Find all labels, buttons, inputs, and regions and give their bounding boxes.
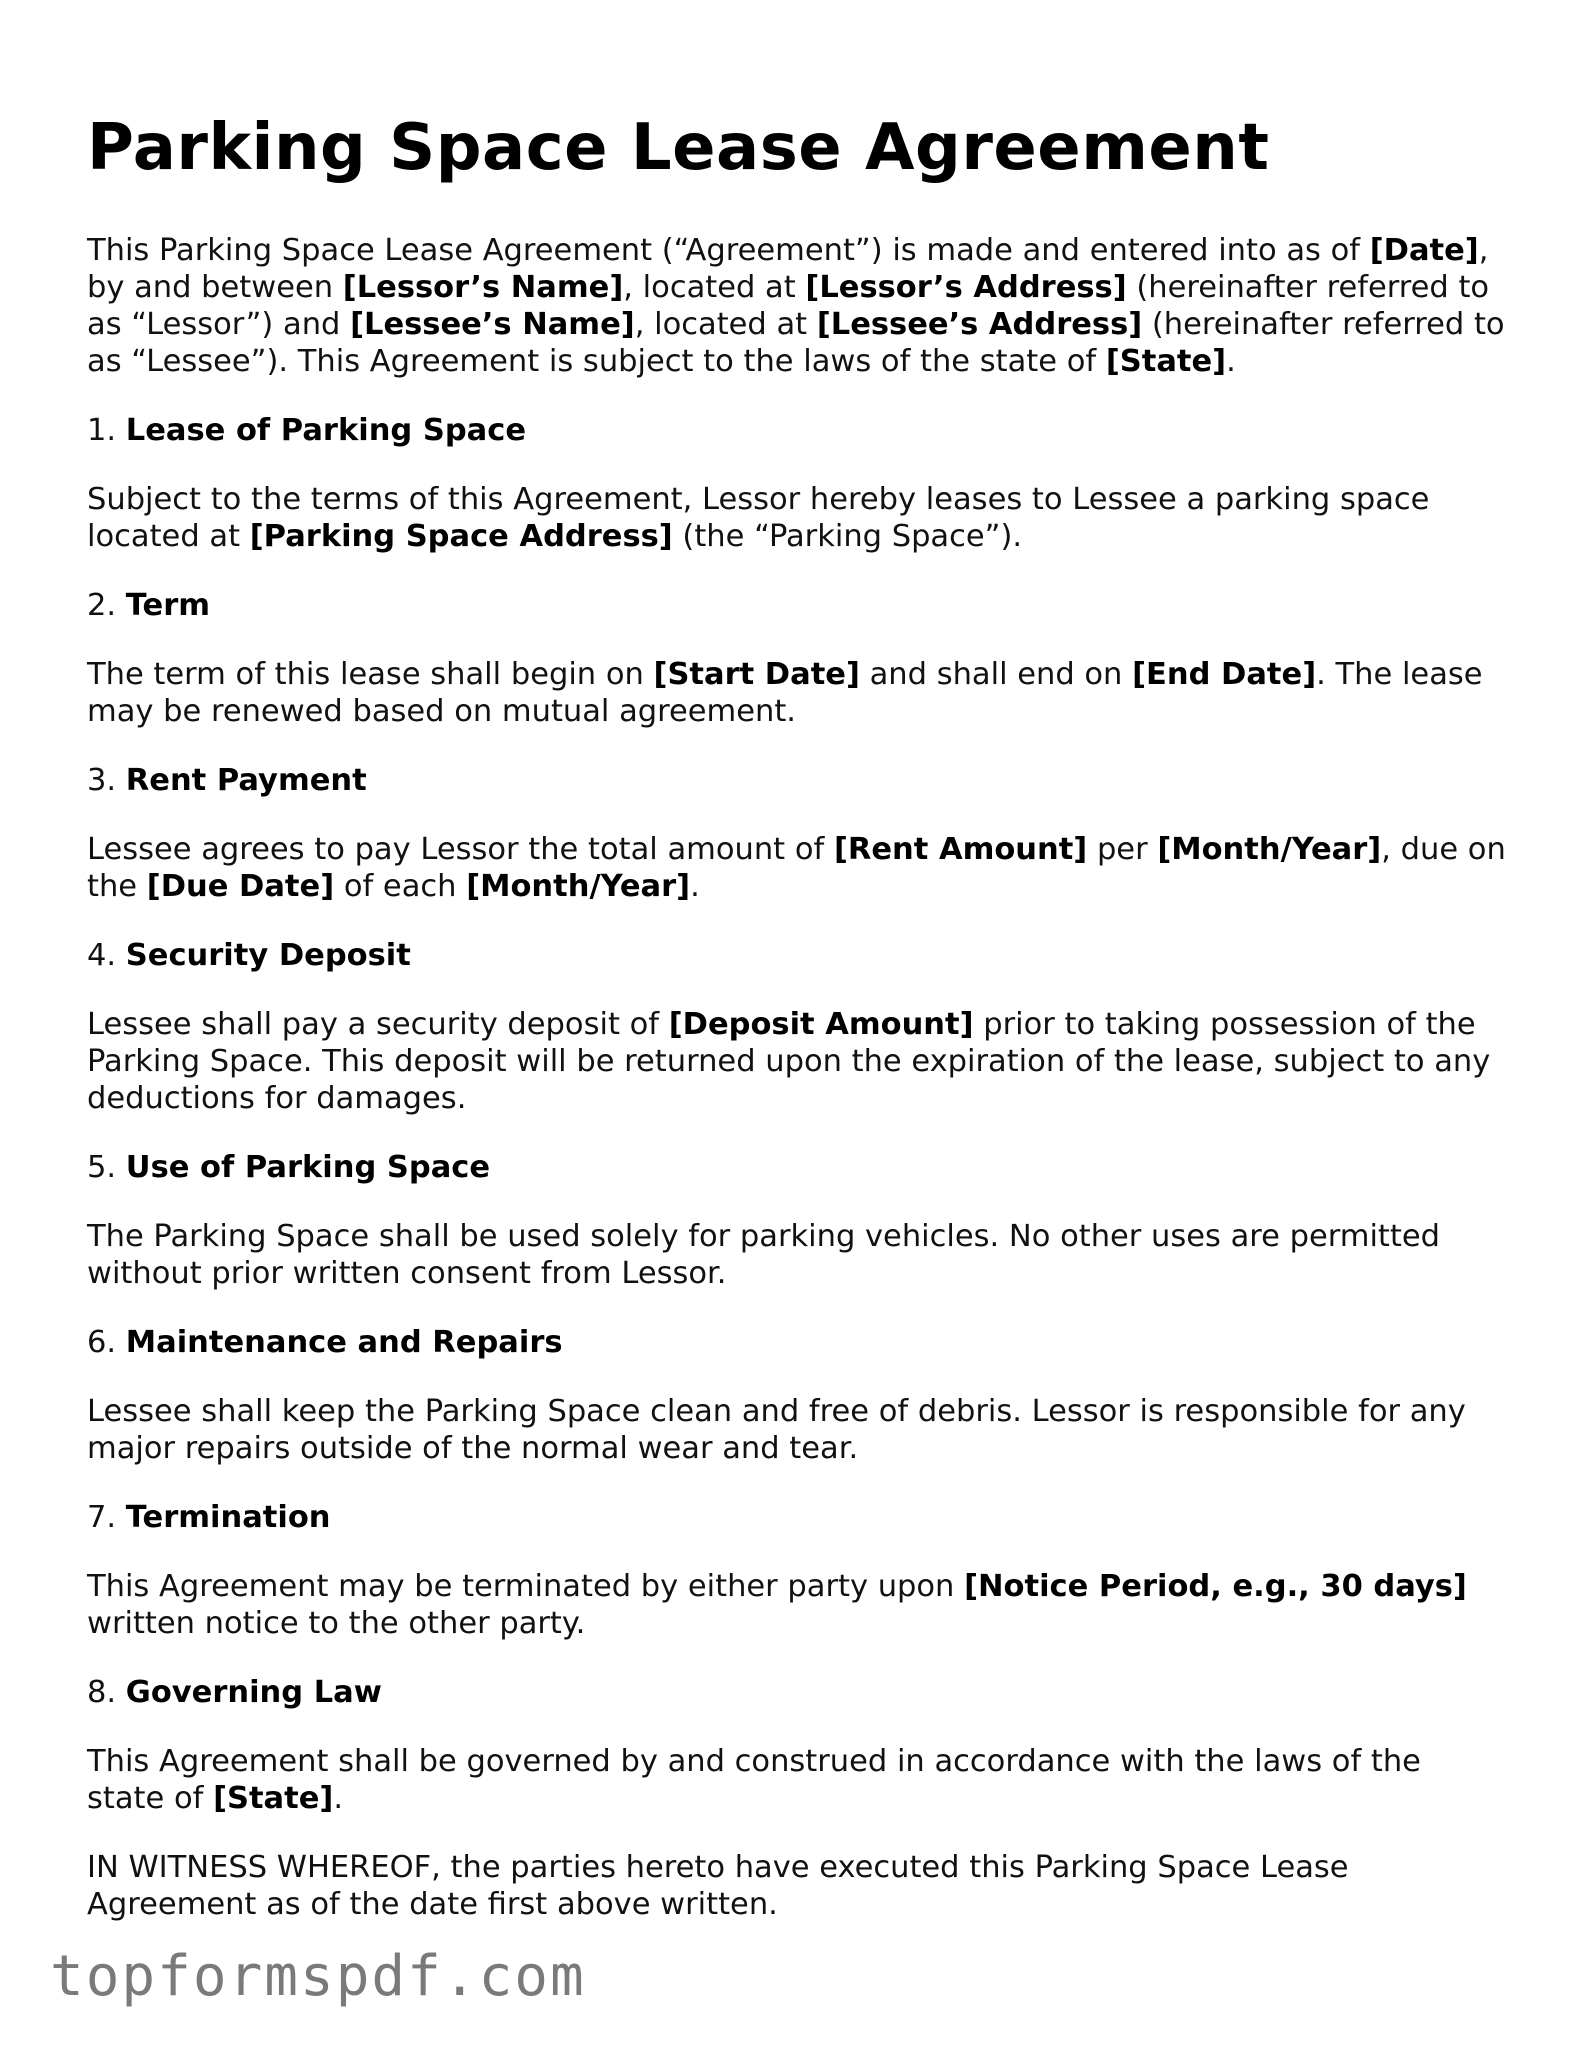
section-text: . The lease may be renewed based on mutual agreement. — [87, 657, 1483, 729]
rent-amount-field: [Rent Amount] — [833, 832, 1088, 867]
section-title: Term — [125, 588, 211, 623]
lessee-name-field: [Lessee’s Name] — [350, 307, 635, 342]
section-number: 5. — [87, 1150, 126, 1185]
section-text: . — [690, 869, 700, 904]
intro-text: , by and between — [87, 233, 1489, 305]
section-title: Lease of Parking Space — [125, 413, 527, 448]
section-heading-lease — [87, 412, 1507, 449]
governing-state-field: [State] — [213, 1781, 334, 1816]
state-field: [State] — [1105, 344, 1227, 379]
section-text: , due on the — [87, 832, 1506, 904]
intro-text: , located at — [634, 307, 817, 342]
deposit-amount-field: [Deposit Amount] — [668, 1007, 974, 1042]
document-title: Parking Space Lease Agreement — [87, 111, 1270, 185]
intro-text: . — [1226, 344, 1236, 379]
section-number: 4. — [87, 938, 126, 973]
section-title: Security Deposit — [125, 938, 411, 973]
section-text: Lessee shall keep the Parking Space clean and free of debris. Lessor is responsible for any major repairs outside of the normal wear and tear. — [87, 1394, 1466, 1466]
section-number: 3. — [87, 763, 126, 798]
section-heading-rent — [87, 762, 1507, 799]
section-text: . — [333, 1781, 344, 1816]
section-text: The term of this lease shall begin on — [87, 657, 654, 692]
section-heading-term — [87, 587, 1507, 624]
section-title: Use of Parking Space — [125, 1150, 491, 1185]
section-text: Lessee shall pay a security deposit of — [87, 1007, 669, 1042]
section-body-use — [87, 1218, 1507, 1292]
section-body-lease — [87, 481, 1507, 555]
intro-text: , located at — [623, 270, 806, 305]
date-field: [Date] — [1369, 233, 1479, 268]
section-text: The Parking Space shall be used solely for parking vehicles. No other uses are permitted without prior written consent from Lessor. — [87, 1219, 1440, 1291]
section-number: 2. — [87, 588, 126, 623]
section-text: Subject to the terms of this Agreement, Lessor hereby leases to Lessee a parking space located at — [87, 482, 1430, 554]
section-number: 6. — [87, 1325, 126, 1360]
parking-space-address-field: [Parking Space Address] — [249, 519, 673, 554]
intro-text: (hereinafter referred to as “Lessor”) and — [87, 270, 1490, 342]
section-text: written notice to the other party. — [87, 1606, 586, 1641]
start-date-field: [Start Date] — [653, 657, 860, 692]
lessor-address-field: [Lessor’s Address] — [805, 270, 1127, 305]
section-title: Governing Law — [125, 1675, 382, 1710]
intro-text: This Parking Space Lease Agreement (“Agreement”) is made and entered into as of — [87, 233, 1370, 268]
section-number: 8. — [87, 1675, 126, 1710]
section-number: 1. — [87, 413, 126, 448]
section-body-term — [87, 656, 1507, 730]
rent-period-field: [Month/Year] — [1157, 832, 1382, 867]
watermark: topformspdf.com — [50, 1944, 586, 2009]
section-text: per — [1087, 832, 1158, 867]
section-body-maintenance — [87, 1393, 1507, 1467]
section-text: This Agreement may be terminated by either party upon — [87, 1569, 965, 1604]
notice-period-field: [Notice Period, e.g., 30 days] — [964, 1569, 1467, 1604]
section-heading-maintenance — [87, 1324, 1507, 1361]
section-body-rent — [87, 831, 1507, 905]
lessor-name-field: [Lessor’s Name] — [342, 270, 624, 305]
section-heading-governing-law — [87, 1674, 1507, 1711]
section-text: of each — [334, 869, 467, 904]
section-title: Rent Payment — [125, 763, 367, 798]
due-date-field: [Due Date] — [146, 869, 335, 904]
section-text: This Agreement shall be governed by and construed in accordance with the laws of the state of — [87, 1744, 1421, 1816]
intro-text: (hereinafter referred to as “Lessee”). This Agreement is subject to the laws of the state of — [87, 307, 1505, 379]
section-text: and shall end on — [859, 657, 1133, 692]
section-heading-termination — [87, 1499, 1507, 1536]
section-heading-use — [87, 1149, 1507, 1186]
section-text: Lessee agrees to pay Lessor the total amount of — [87, 832, 834, 867]
section-title: Termination — [125, 1500, 331, 1535]
section-body-deposit — [87, 1006, 1507, 1117]
document-page — [87, 108, 1507, 1923]
witness-paragraph: IN WITNESS WHEREOF, the parties hereto have executed this Parking Space Lease Agreement as of the date first above written. — [87, 1850, 1349, 1922]
due-period-field: [Month/Year] — [466, 869, 691, 904]
section-text: (the “Parking Space”). — [672, 519, 1023, 554]
section-body-governing-law — [87, 1743, 1507, 1817]
intro-paragraph — [87, 232, 1507, 380]
section-number: 7. — [87, 1500, 126, 1535]
section-heading-deposit — [87, 937, 1507, 974]
section-text: prior to taking possession of the Parking Space. This deposit will be returned upon the expiration of the lease, subject to any deductions for damages. — [87, 1007, 1491, 1116]
end-date-field: [End Date] — [1132, 657, 1317, 692]
lessee-address-field: [Lessee’s Address] — [816, 307, 1143, 342]
section-title: Maintenance and Repairs — [125, 1325, 563, 1360]
section-body-termination — [87, 1568, 1507, 1642]
